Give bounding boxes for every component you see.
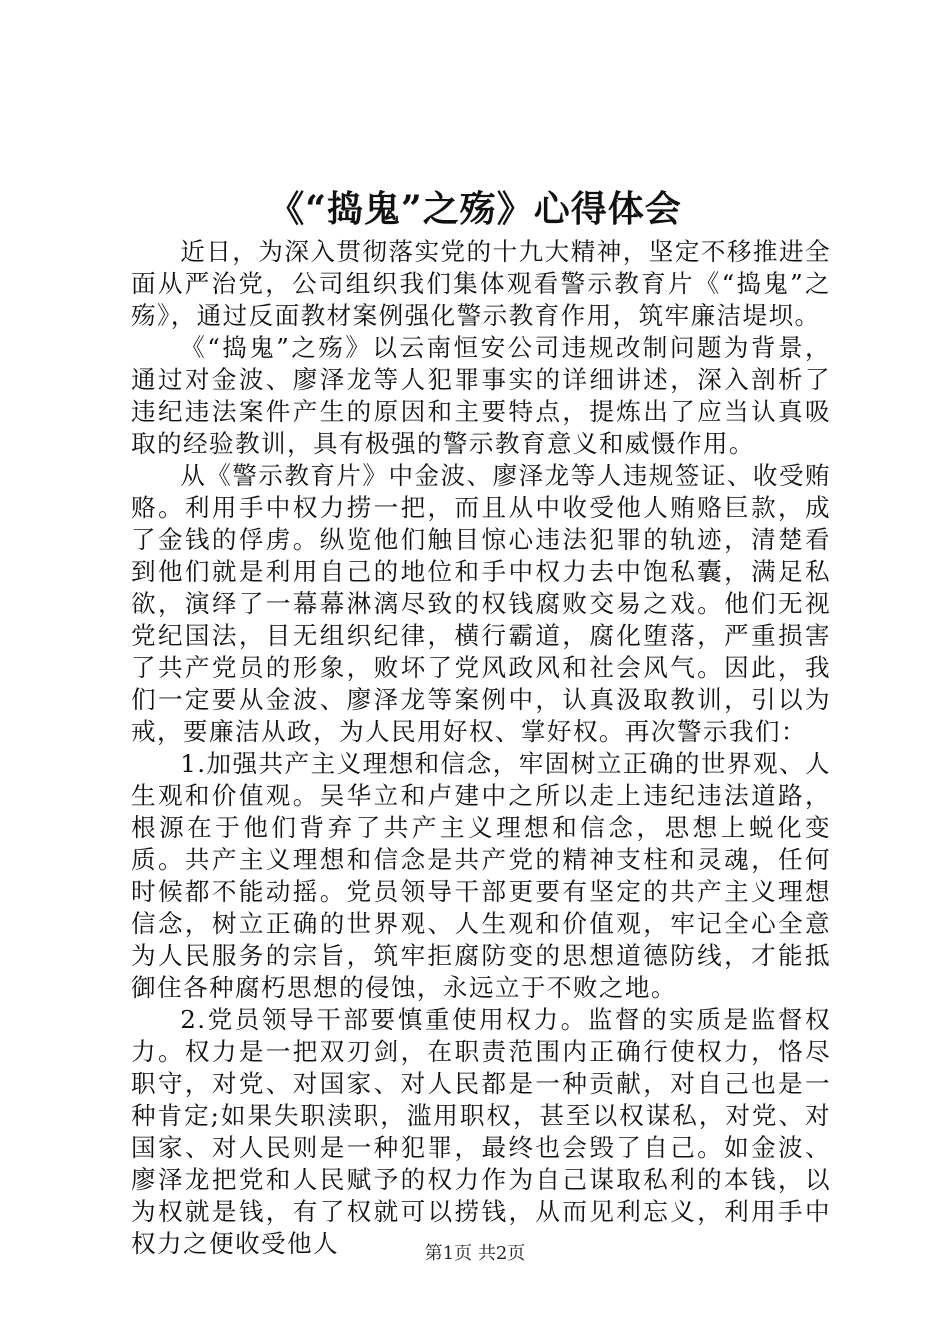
document-title: 《“捣鬼”之殇》心得体会	[268, 188, 682, 230]
paragraph-intro: 近日，为深入贯彻落实党的十九大精神，坚定不移推进全面从严治党，公司组织我们集体观看警示教育片《“捣鬼”之殇》，通过反面教材案例强化警示教育作用，筑牢廉洁堤坝。	[131, 237, 831, 330]
paragraph-case-analysis: 从《警示教育片》中金波、廖泽龙等人违规签证、收受贿赂。利用手中权力捞一把，而且从中收受他人贿赂巨款，成了金钱的俘虏。纵览他们触目惊心违法犯罪的轨迹，清楚看到他们就是利用自己的地位和手中权力去中饱私囊，满足私欲，演绎了一幕幕淋漓尽致的权钱腐败交易之戏。他们无视党纪国法，目无组织纪律，横行霸道，腐化堕落，严重损害了共产党员的形象，败坏了党风政风和社会风气。因此，我们一定要从金波、廖泽龙等案例中，认真汲取教训，引以为戒，要廉洁从政，为人民用好权、掌好权。再次警示我们：	[131, 461, 831, 746]
page-number-footer: 第1页 共2页	[424, 1243, 526, 1264]
paragraph-film-summary: 《“捣鬼”之殇》以云南恒安公司违规改制问题为背景，通过对金波、廖泽龙等人犯罪事实的详细讲述，深入剖析了违纪违法案件产生的原因和主要特点，提炼出了应当认真吸取的经验教训，具有极强的警示教育意义和威慑作用。	[131, 333, 831, 458]
paragraph-point-1: 1.加强共产主义理想和信念，牢固树立正确的世界观、人生观和价值观。吴华立和卢建中之所以走上违纪违法道路，根源在于他们背弃了共产主义理想和信念，思想上蜕化变质。共产主义理想和信念是共产党的精神支柱和灵魂，任何时候都不能动摇。党员领导干部更要有坚定的共产主义理想信念，树立正确的世界观、人生观和价值观，牢记全心全意为人民服务的宗旨，筑牢拒腐防变的思想道德防线，才能抵御住各种腐朽思想的侵蚀，永远立于不败之地。	[131, 749, 831, 1002]
paragraph-point-2: 2.党员领导干部要慎重使用权力。监督的实质是监督权力。权力是一把双刃剑，在职责范围内正确行使权力，恪尽职守，对党、对国家、对人民都是一种贡献，对自己也是一种肯定;如果失职渎职，滥用职权，甚至以权谋私，对党、对国家、对人民则是一种犯罪，最终也会毁了自己。如金波、廖泽龙把党和人民赋予的权力作为自己谋取私利的本钱，以为权就是钱，有了权就可以捞钱，从而见利忘义，利用手中权力之便收受他人	[131, 1005, 831, 1258]
document-body	[131, 236, 831, 1260]
